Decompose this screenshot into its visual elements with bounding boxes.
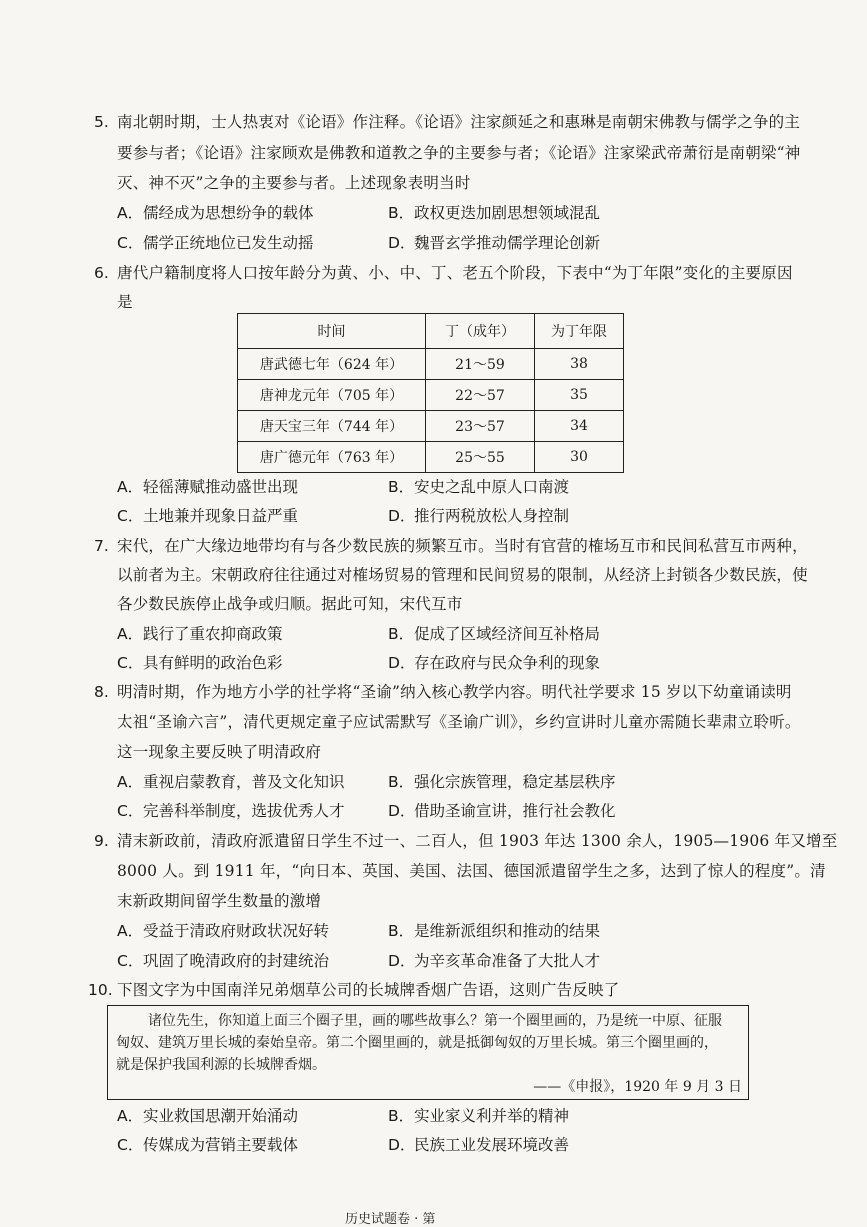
quote-source: ——《申报》，1920 年 9 月 3 日 bbox=[533, 1079, 742, 1095]
option-text: 完善科举制度，选拔优秀人才 bbox=[143, 802, 345, 820]
option-text: 土地兼并现象日益严重 bbox=[143, 507, 299, 525]
option-text: 儒学正统地位已发生动摇 bbox=[143, 234, 314, 252]
table-cell: 38 bbox=[535, 349, 624, 380]
age-table bbox=[237, 313, 624, 473]
table-header: 时间 bbox=[238, 314, 426, 349]
option-text: 民族工业发展环境改善 bbox=[414, 1136, 570, 1154]
question-text-line: 下图文字为中国南洋兄弟烟草公司的长城牌香烟广告语，这则广告反映了 bbox=[117, 981, 620, 999]
option-text: 存在政府与民众争利的现象 bbox=[414, 654, 601, 672]
option-letter: D． bbox=[388, 507, 416, 525]
option-a[interactable] bbox=[117, 1106, 298, 1126]
option-letter: A． bbox=[117, 625, 144, 643]
option-text: 为辛亥革命准备了大批人才 bbox=[414, 952, 601, 970]
table-cell: 唐天宝三年（744 年） bbox=[238, 411, 426, 442]
option-letter: C． bbox=[117, 654, 144, 672]
question-text-line: 清末新政前，清政府派遣留日学生不过一、二百人，但 1903 年达 1300 余人，1905—1906 年又增至 bbox=[117, 832, 838, 850]
advertisement-box bbox=[107, 1005, 749, 1100]
quote-line: 诸位先生，你知道上面三个圈子里，画的哪些故事么？第一个圈里画的，乃是统一中原、征服 bbox=[148, 1013, 722, 1029]
question-text-line: 明清时期，作为地方小学的社学将“圣谕”纳入核心教学内容。明代社学要求 15 岁以下幼童诵读明 bbox=[117, 683, 792, 701]
option-letter: C． bbox=[117, 952, 144, 970]
question-text-line: 8000 人。到 1911 年，“向日本、英国、美国、法国、德国派遣留学生之多，达到了惊人的程度”。清 bbox=[117, 862, 826, 880]
option-b[interactable] bbox=[388, 921, 600, 941]
option-text: 轻徭薄赋推动盛世出现 bbox=[143, 478, 299, 496]
option-b[interactable] bbox=[388, 772, 616, 792]
option-letter: C． bbox=[117, 802, 144, 820]
option-b[interactable] bbox=[388, 203, 600, 223]
table-cell: 21～59 bbox=[426, 349, 535, 380]
option-letter: B． bbox=[388, 1107, 415, 1125]
option-letter: B． bbox=[388, 204, 415, 222]
option-letter: D． bbox=[388, 654, 416, 672]
option-text: 是维新派组织和推动的结果 bbox=[414, 922, 601, 940]
question-text-line: 太祖“圣谕六言”，清代更规定童子应试需默写《圣谕广训》，乡约宣讲时儿童亦需随长辈肃立聆听。 bbox=[117, 713, 801, 731]
question-number: 5. bbox=[94, 113, 109, 131]
table-row bbox=[238, 442, 624, 473]
option-letter: C． bbox=[117, 507, 144, 525]
option-letter: B． bbox=[388, 773, 415, 791]
quote-line: 就是保护我国利源的长城牌香烟。 bbox=[116, 1057, 326, 1073]
question-number: 6. bbox=[94, 264, 109, 282]
table-cell: 25～55 bbox=[426, 442, 535, 473]
option-c[interactable] bbox=[117, 233, 314, 253]
option-text: 安史之乱中原人口南渡 bbox=[414, 478, 570, 496]
option-text: 巩固了晚清政府的封建统治 bbox=[143, 952, 330, 970]
option-letter: C． bbox=[117, 1136, 144, 1154]
option-text: 实业家义利并举的精神 bbox=[414, 1107, 570, 1125]
option-letter: D． bbox=[388, 1136, 416, 1154]
question-text-line: 要参与者；《论语》注家顾欢是佛教和道教之争的主要参与者；《论语》注家梁武帝萧衍是南朝梁“神 bbox=[117, 144, 801, 162]
option-b[interactable] bbox=[388, 624, 600, 644]
option-text: 借助圣谕宣讲，推行社会教化 bbox=[414, 802, 616, 820]
question-number: 8. bbox=[94, 683, 109, 701]
option-text: 实业救国思潮开始涌动 bbox=[143, 1107, 299, 1125]
option-text: 促成了区域经济间互补格局 bbox=[414, 625, 601, 643]
question-text-line: 南北朝时期，士人热衷对《论语》作注释。《论语》注家颜延之和惠琳是南朝宋佛教与儒学之争的主 bbox=[117, 113, 801, 131]
option-c[interactable] bbox=[117, 801, 345, 821]
option-d[interactable] bbox=[388, 801, 616, 821]
option-letter: A． bbox=[117, 478, 144, 496]
question-number: 10. bbox=[88, 981, 113, 999]
question-text-line: 灭、神不灭”之争的主要参与者。上述现象表明当时 bbox=[117, 174, 471, 192]
option-b[interactable] bbox=[388, 1106, 569, 1126]
option-d[interactable] bbox=[388, 1135, 569, 1155]
option-letter: A． bbox=[117, 922, 144, 940]
option-text: 魏晋玄学推动儒学理论创新 bbox=[414, 234, 601, 252]
question-text-line: 是 bbox=[117, 293, 133, 311]
option-d[interactable] bbox=[388, 653, 600, 673]
question-number: 7. bbox=[94, 537, 109, 555]
table-row bbox=[238, 380, 624, 411]
table-header-row bbox=[238, 314, 624, 349]
option-a[interactable] bbox=[117, 203, 314, 223]
table-cell: 22～57 bbox=[426, 380, 535, 411]
table-header: 为丁年限 bbox=[535, 314, 624, 349]
question-text-line: 各少数民族停止战争或归顺。据此可知，宋代互市 bbox=[117, 595, 463, 613]
option-text: 具有鲜明的政治色彩 bbox=[143, 654, 283, 672]
table-row bbox=[238, 349, 624, 380]
option-c[interactable] bbox=[117, 506, 298, 526]
option-letter: B． bbox=[388, 922, 415, 940]
option-b[interactable] bbox=[388, 477, 569, 497]
option-letter: C． bbox=[117, 234, 144, 252]
option-d[interactable] bbox=[388, 233, 600, 253]
question-text-line: 以前者为主。宋朝政府往往通过对榷场贸易的管理和民间贸易的限制，从经济上封锁各少数民族，使 bbox=[117, 566, 808, 584]
table-cell: 23～57 bbox=[426, 411, 535, 442]
table-cell: 唐广德元年（763 年） bbox=[238, 442, 426, 473]
page-footer: 历史试题卷 · 第 bbox=[345, 1212, 436, 1227]
table-cell: 30 bbox=[535, 442, 624, 473]
table-cell: 35 bbox=[535, 380, 624, 411]
option-c[interactable] bbox=[117, 951, 329, 971]
option-text: 政权更迭加剧思想领域混乱 bbox=[414, 204, 601, 222]
option-letter: D． bbox=[388, 952, 416, 970]
question-text-line: 这一现象主要反映了明清政府 bbox=[117, 743, 322, 761]
option-text: 传媒成为营销主要载体 bbox=[143, 1136, 299, 1154]
option-a[interactable] bbox=[117, 921, 329, 941]
question-text-line: 宋代，在广大缘边地带均有与各少数民族的频繁互市。当时有官营的榷场互市和民间私营互市两种， bbox=[117, 537, 808, 555]
option-letter: D． bbox=[388, 802, 416, 820]
option-a[interactable] bbox=[117, 624, 283, 644]
option-text: 践行了重农抑商政策 bbox=[143, 625, 283, 643]
option-text: 受益于清政府财政状况好转 bbox=[143, 922, 330, 940]
question-text-line: 末新政期间留学生数量的激增 bbox=[117, 892, 322, 910]
option-a[interactable] bbox=[117, 772, 345, 792]
table-cell: 唐武德七年（624 年） bbox=[238, 349, 426, 380]
table-cell: 唐神龙元年（705 年） bbox=[238, 380, 426, 411]
option-a[interactable] bbox=[117, 477, 298, 497]
question-text-line: 唐代户籍制度将人口按年龄分为黄、小、中、丁、老五个阶段，下表中“为丁年限”变化的主要原因 bbox=[117, 264, 793, 282]
option-letter: A． bbox=[117, 204, 144, 222]
option-letter: D． bbox=[388, 234, 416, 252]
option-letter: B． bbox=[388, 625, 415, 643]
option-c[interactable] bbox=[117, 653, 283, 673]
option-text: 儒经成为思想纷争的载体 bbox=[143, 204, 314, 222]
option-d[interactable] bbox=[388, 506, 569, 526]
option-text: 推行两税放松人身控制 bbox=[414, 507, 570, 525]
option-text: 强化宗族管理，稳定基层秩序 bbox=[414, 773, 616, 791]
table-cell: 34 bbox=[535, 411, 624, 442]
table-row bbox=[238, 411, 624, 442]
option-letter: B． bbox=[388, 478, 415, 496]
option-text: 重视启蒙教育，普及文化知识 bbox=[143, 773, 345, 791]
option-c[interactable] bbox=[117, 1135, 298, 1155]
option-d[interactable] bbox=[388, 951, 600, 971]
table-header: 丁（成年） bbox=[426, 314, 535, 349]
quote-line: 匈奴、建筑万里长城的秦始皇帝。第二个圈里画的，就是抵御匈奴的万里长城。第三个圈里画的， bbox=[116, 1035, 718, 1051]
option-letter: A． bbox=[117, 1107, 144, 1125]
option-letter: A． bbox=[117, 773, 144, 791]
question-number: 9. bbox=[94, 832, 109, 850]
